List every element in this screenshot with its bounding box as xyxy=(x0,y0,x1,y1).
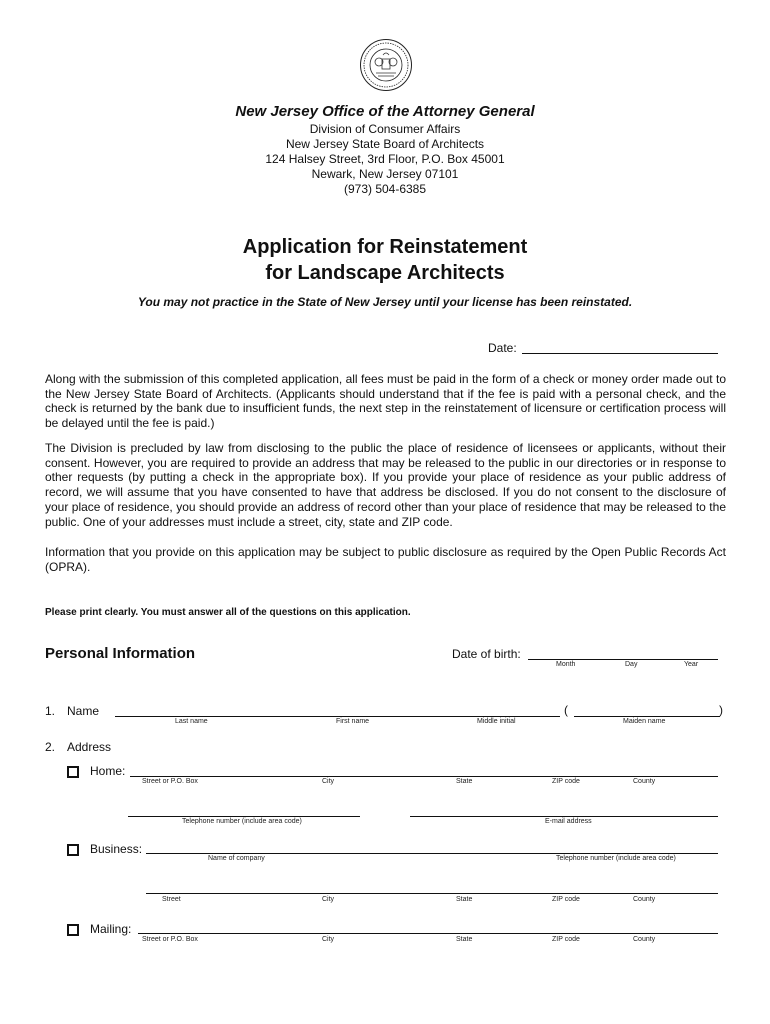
email-caption: E-mail address xyxy=(545,818,592,825)
address-line: Newark, New Jersey 07101 xyxy=(311,167,459,181)
q2-label: Address xyxy=(67,740,112,754)
title-line-2: for Landscape Architects xyxy=(265,262,505,284)
address-line: 124 Halsey Street, 3rd Floor, P.O. Box 45001 xyxy=(265,152,505,166)
address-line: New Jersey State Board of Architects xyxy=(285,137,485,151)
date-label: Date: xyxy=(488,341,517,355)
home-city-caption: City xyxy=(322,778,335,785)
maiden-name-field[interactable] xyxy=(574,716,720,717)
privacy-paragraph: The Division is precluded by law from disclosing to the public the place of residence of licensees or applicants, without their consent. However, you are required to provide an address that may be released to the public in our directories or in response to other requests (by putting a check in the appropriate box). If you provide your place of residence as your public address of record, we will assume that you have consented to have that address be disclosed. If you do not consent to the disclosure of your place of residence, you should provide an address of record other than your place of residence that may be released to the public. One of your addresses must include a street, city, state and ZIP code. xyxy=(45,441,726,529)
telephone-caption: Telephone number (include area code) xyxy=(182,818,302,825)
opra-paragraph: Information that you provide on this application may be subject to public disclosure as required by the Open Public Records Act (OPRA). xyxy=(45,545,726,574)
fee-paragraph: Along with the submission of this completed application, all fees must be paid in the form of a check or money order made out to the New Jersey State Board of Architects. (Applicants should understand that if the fee is paid with a personal check, and the check is returned by the bank due to insufficient funds, the next step in the reinstatement of licensure or certification process will be delayed until the fee is paid.) xyxy=(45,372,726,431)
mailing-address-field[interactable] xyxy=(138,933,718,934)
mailing-zip-caption: ZIP code xyxy=(552,936,580,943)
home-zip-caption: ZIP code xyxy=(552,778,580,785)
mailing-state-caption: State xyxy=(456,936,473,943)
mailing-county-caption: County xyxy=(633,936,656,943)
section-heading: Personal Information xyxy=(45,645,196,662)
q1-label: Name xyxy=(67,704,100,718)
last-name-caption: Last name xyxy=(175,718,208,725)
home-street-caption: Street or P.O. Box xyxy=(142,778,198,785)
business-state-caption: State xyxy=(456,896,473,903)
business-city-caption: City xyxy=(322,896,335,903)
agency-address xyxy=(0,122,770,197)
maiden-open-paren: ( xyxy=(564,703,568,717)
dob-field[interactable] xyxy=(528,659,718,660)
business-street-caption: Street xyxy=(162,896,181,903)
dob-year-caption: Year xyxy=(684,661,699,668)
middle-initial-caption: Middle initial xyxy=(477,718,516,725)
q1-number: 1. xyxy=(45,704,56,718)
state-seal-icon xyxy=(359,38,413,92)
document-title xyxy=(0,234,770,286)
mailing-city-caption: City xyxy=(322,936,335,943)
business-company-field[interactable] xyxy=(146,853,718,854)
business-address-field[interactable] xyxy=(146,893,718,894)
maiden-close-paren: ) xyxy=(719,703,723,717)
print-notice: Please print clearly. You must answer all of the questions on this application. xyxy=(45,607,411,618)
dob-day-caption: Day xyxy=(625,661,638,668)
address-line: (973) 504-6385 xyxy=(343,182,427,196)
q2-number: 2. xyxy=(45,740,56,754)
dob-month-caption: Month xyxy=(556,661,576,668)
mailing-label: Mailing: xyxy=(90,922,132,936)
mailing-street-caption: Street or P.O. Box xyxy=(142,936,198,943)
practice-warning: You may not practice in the State of New Jersey until your license has been reinstated. xyxy=(137,295,633,309)
business-county-caption: County xyxy=(633,896,656,903)
home-state-caption: State xyxy=(456,778,473,785)
name-field[interactable] xyxy=(115,716,560,717)
business-checkbox[interactable] xyxy=(67,844,79,856)
home-checkbox[interactable] xyxy=(67,766,79,778)
home-county-caption: County xyxy=(633,778,656,785)
business-phone-caption: Telephone number (include area code) xyxy=(556,855,676,862)
business-label: Business: xyxy=(90,842,143,856)
email-field[interactable] xyxy=(410,816,718,817)
home-address-field[interactable] xyxy=(130,776,718,777)
maiden-name-caption: Maiden name xyxy=(623,718,666,725)
title-line-1: Application for Reinstatement xyxy=(242,236,528,258)
business-zip-caption: ZIP code xyxy=(552,896,580,903)
first-name-caption: First name xyxy=(336,718,370,725)
company-name-caption: Name of company xyxy=(208,855,265,862)
dob-label: Date of birth: xyxy=(452,647,521,661)
telephone-field[interactable] xyxy=(128,816,360,817)
address-line: Division of Consumer Affairs xyxy=(309,122,461,136)
home-label: Home: xyxy=(90,764,126,778)
date-field[interactable] xyxy=(522,353,718,354)
mailing-checkbox[interactable] xyxy=(67,924,79,936)
agency-name: New Jersey Office of the Attorney General xyxy=(235,103,535,120)
